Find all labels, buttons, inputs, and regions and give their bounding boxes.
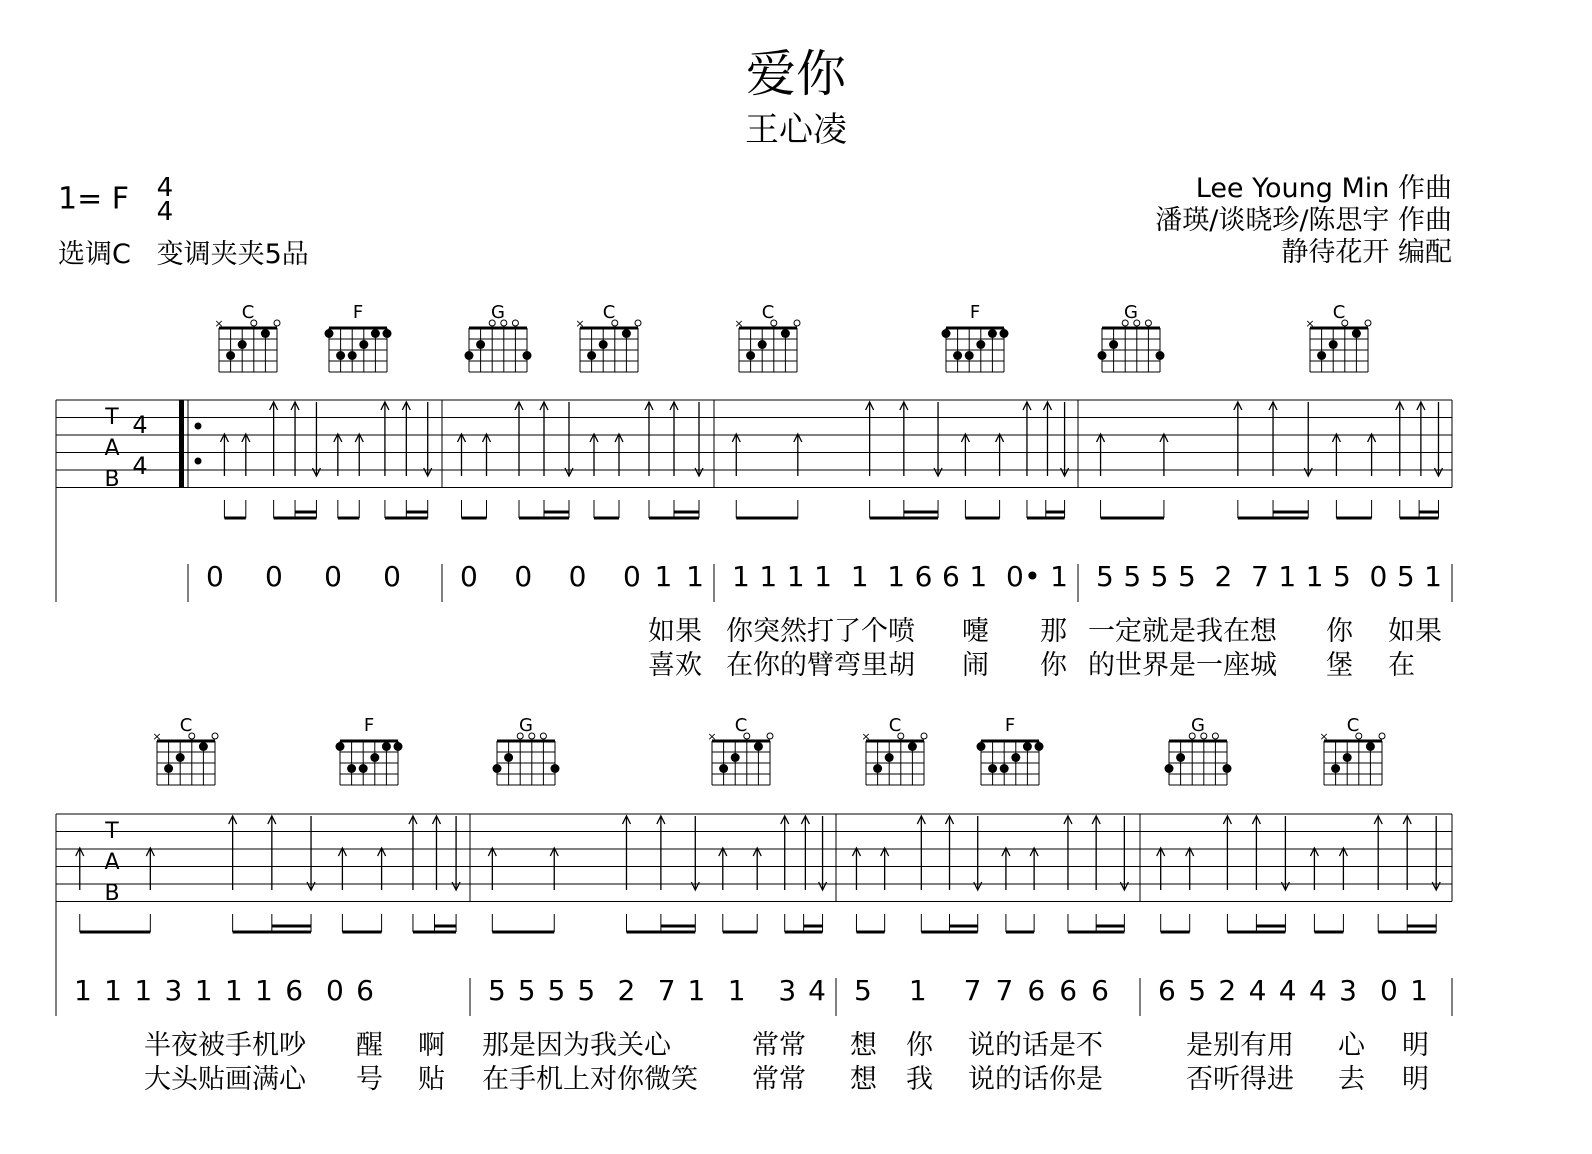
- lyric-line-1: 明: [1402, 1030, 1429, 1061]
- chord-name: F: [363, 715, 375, 736]
- chord-dot: [325, 329, 334, 338]
- chord-dot: [348, 351, 357, 360]
- time-bottom: 4: [156, 197, 174, 227]
- chord-dot: [1035, 742, 1044, 751]
- jianpu-notes: 5 5 5 5 2 7 1 1 5 0 5 1: [1096, 560, 1442, 593]
- chord-dot: [394, 742, 403, 751]
- open-string-marker: [274, 320, 280, 326]
- tab-time-bottom: 4: [132, 452, 148, 480]
- lyric-line-2: 我: [906, 1064, 933, 1095]
- chord-dot: [382, 742, 391, 751]
- open-string-marker: [1145, 320, 1151, 326]
- open-string-marker: [794, 320, 800, 326]
- chord-name: G: [519, 715, 533, 736]
- chord-dot: [226, 351, 235, 360]
- chord-dot: [976, 340, 985, 349]
- repeat-dot: [195, 423, 202, 430]
- chord-dot: [1011, 753, 1020, 762]
- chord-diagram-c: [575, 302, 641, 372]
- chord-name: C: [602, 302, 616, 323]
- lyric-line-2: 闹: [962, 650, 989, 681]
- repeat-barline-thick: [179, 400, 184, 488]
- chord-dot: [383, 329, 392, 338]
- chord-dot: [719, 764, 728, 773]
- chord-dot: [493, 764, 502, 773]
- chord-diagram-f: [977, 715, 1044, 785]
- lyric-line-1: 你: [1326, 616, 1353, 647]
- jianpu-notes: 6 5 2 4 4 4 3 0 1: [1158, 974, 1428, 1007]
- tab-clef-letter: T: [105, 405, 119, 430]
- chord-dot: [261, 329, 270, 338]
- lyric-line-1: 嚏: [962, 616, 989, 647]
- chord-dot: [1317, 351, 1326, 360]
- muted-string-marker: ×: [1319, 730, 1329, 743]
- chord-name: C: [1332, 302, 1346, 323]
- chord-name: C: [1346, 715, 1360, 736]
- chord-dot: [370, 753, 379, 762]
- lyric-line-2: 大头贴画满心: [144, 1064, 306, 1095]
- chord-dot: [1331, 764, 1340, 773]
- system-1: [56, 302, 1452, 681]
- chord-dot: [523, 351, 532, 360]
- chord-dot: [587, 351, 596, 360]
- chord-dot: [781, 329, 790, 338]
- lyric-line-2: 在: [1388, 650, 1415, 681]
- chord-dot: [1023, 742, 1032, 751]
- lyric-line-1: 心: [1338, 1030, 1365, 1061]
- lyric-line-2: 明: [1402, 1064, 1429, 1095]
- lyric-line-1: 你: [906, 1030, 933, 1061]
- chord-diagram-f: [942, 302, 1009, 372]
- muted-string-marker: ×: [861, 730, 871, 743]
- lyric-line-2: 你: [1040, 650, 1067, 681]
- chord-dot: [476, 340, 485, 349]
- tab-clef-letter: A: [104, 850, 120, 875]
- chord-dot: [465, 351, 474, 360]
- lyric-line-2: 喜欢: [648, 650, 702, 681]
- capo-info: 选调C 变调夹夹5品: [58, 239, 309, 270]
- lyric-line-1: 想: [850, 1030, 877, 1061]
- chord-dot: [873, 764, 882, 773]
- chord-dot: [1176, 753, 1185, 762]
- chord-diagram-c: [1305, 302, 1371, 372]
- jianpu-notes: 5 1 7 7 6 6 6: [854, 974, 1109, 1007]
- tab-time-top: 4: [132, 411, 148, 439]
- lyric-line-2: 贴: [418, 1064, 445, 1095]
- muted-string-marker: ×: [575, 317, 585, 330]
- chord-dot: [359, 340, 368, 349]
- chord-name: C: [241, 302, 255, 323]
- lyric-line-1: 说的话是不: [968, 1030, 1103, 1061]
- jianpu-notes: 0 0 0 0: [206, 560, 401, 593]
- chord-name: F: [1004, 715, 1016, 736]
- chord-dot: [238, 340, 247, 349]
- chord-diagram-g: [1098, 302, 1165, 372]
- open-string-marker: [635, 320, 641, 326]
- chord-dot: [1000, 764, 1009, 773]
- open-string-marker: [212, 733, 218, 739]
- muted-string-marker: ×: [707, 730, 717, 743]
- lyric-line-1: 如果: [648, 616, 702, 647]
- lyric-line-1: 醒: [356, 1030, 383, 1061]
- jianpu-notes: 0 0 0 0 1 1: [460, 560, 704, 593]
- jianpu-notes: 5 5 5 5 2 7 1 1 3 4: [488, 974, 826, 1007]
- open-string-marker: [540, 733, 546, 739]
- credit-composer: Lee Young Min 作曲: [1195, 173, 1452, 204]
- chord-name: G: [1191, 715, 1205, 736]
- open-string-marker: [921, 733, 927, 739]
- chord-dot: [199, 742, 208, 751]
- chord-dot: [336, 742, 345, 751]
- chord-dot: [1352, 329, 1361, 338]
- chord-dot: [1098, 351, 1107, 360]
- chord-dot: [1343, 753, 1352, 762]
- tab-clef-letter: B: [104, 881, 120, 906]
- chord-diagram-c: [1319, 715, 1385, 785]
- jianpu-notes: 1 1 1 3 1 1 1 6 0 6: [74, 974, 374, 1007]
- chord-dot: [988, 329, 997, 338]
- key-label: 1= F: [58, 181, 130, 217]
- chord-dot: [754, 742, 763, 751]
- chord-name: F: [969, 302, 981, 323]
- chord-diagram-c: [152, 715, 218, 785]
- chord-diagram-c: [734, 302, 800, 372]
- chord-dot: [371, 329, 380, 338]
- tab-clef-letter: B: [104, 467, 120, 492]
- chord-name: C: [761, 302, 775, 323]
- chord-dot: [746, 351, 755, 360]
- chord-dot: [758, 340, 767, 349]
- tab-clef-letter: T: [105, 819, 119, 844]
- chord-dot: [1223, 764, 1232, 773]
- chord-diagram-f: [336, 715, 403, 785]
- chord-name: G: [491, 302, 505, 323]
- chord-dot: [1000, 329, 1009, 338]
- open-string-marker: [1212, 733, 1218, 739]
- lyric-line-1: 一定就是我在想: [1088, 616, 1277, 647]
- credit-lyricist: 潘瑛/谈晓珍/陈思宇 作曲: [1155, 205, 1452, 236]
- chord-dot: [965, 351, 974, 360]
- lyric-line-2: 说的话你是: [968, 1064, 1103, 1095]
- chord-dot: [1366, 742, 1375, 751]
- chord-diagram-f: [325, 302, 392, 372]
- muted-string-marker: ×: [152, 730, 162, 743]
- chord-diagram-g: [465, 302, 532, 372]
- lyric-line-1: 那是因为我关心: [482, 1030, 671, 1061]
- muted-string-marker: ×: [214, 317, 224, 330]
- lyric-line-1: 常常: [752, 1030, 806, 1061]
- chord-dot: [599, 340, 608, 349]
- lyric-line-1: 啊: [418, 1030, 445, 1061]
- chord-dot: [977, 742, 986, 751]
- lyric-line-2: 号: [356, 1064, 383, 1095]
- lyric-line-2: 去: [1338, 1064, 1365, 1095]
- credit-arranger: 静待花开 编配: [1281, 237, 1452, 268]
- chord-diagram-c: [707, 715, 773, 785]
- chord-diagram-c: [861, 715, 927, 785]
- chord-dot: [164, 764, 173, 773]
- chord-dot: [988, 764, 997, 773]
- chord-dot: [1165, 764, 1174, 773]
- chord-dot: [176, 753, 185, 762]
- chord-dot: [1156, 351, 1165, 360]
- chord-name: C: [888, 715, 902, 736]
- lyric-line-2: 在你的臂弯里胡: [726, 650, 915, 681]
- chord-dot: [359, 764, 368, 773]
- lyric-line-2: 在手机上对你微笑: [482, 1064, 698, 1095]
- open-string-marker: [1379, 733, 1385, 739]
- chord-dot: [336, 351, 345, 360]
- lyric-line-2: 常常: [752, 1064, 806, 1095]
- lyric-line-1: 半夜被手机吵: [144, 1030, 306, 1061]
- chord-dot: [942, 329, 951, 338]
- chord-name: C: [734, 715, 748, 736]
- chord-diagram-c: [214, 302, 280, 372]
- lyric-line-2: 否听得进: [1186, 1064, 1294, 1095]
- lyric-line-1: 如果: [1388, 616, 1442, 647]
- chord-dot: [953, 351, 962, 360]
- chord-dot: [504, 753, 513, 762]
- chord-dot: [885, 753, 894, 762]
- chord-dot: [1329, 340, 1338, 349]
- chord-dot: [908, 742, 917, 751]
- chord-dot: [347, 764, 356, 773]
- lyric-line-2: 堡: [1326, 650, 1353, 681]
- system-2: [56, 715, 1452, 1095]
- chord-dot: [622, 329, 631, 338]
- chord-dot: [551, 764, 560, 773]
- time-top: 4: [156, 173, 174, 203]
- song-title: 爱你: [746, 45, 846, 103]
- chord-name: F: [352, 302, 364, 323]
- lyric-line-1: 是别有用: [1186, 1030, 1294, 1061]
- chord-diagram-g: [1165, 715, 1232, 785]
- lyric-line-1: 那: [1040, 616, 1067, 647]
- artist-name: 王心凌: [745, 110, 847, 150]
- repeat-dot: [195, 458, 202, 465]
- chord-name: C: [179, 715, 193, 736]
- open-string-marker: [767, 733, 773, 739]
- chord-dot: [731, 753, 740, 762]
- muted-string-marker: ×: [734, 317, 744, 330]
- lyric-line-2: 想: [850, 1064, 877, 1095]
- muted-string-marker: ×: [1305, 317, 1315, 330]
- open-string-marker: [512, 320, 518, 326]
- lyric-line-1: 你突然打了个喷: [726, 616, 915, 647]
- jianpu-notes: 1 1 1 1 1 1 6 6 1 0• 1: [732, 560, 1068, 593]
- chord-name: G: [1124, 302, 1138, 323]
- chord-dot: [1109, 340, 1118, 349]
- chord-diagram-g: [493, 715, 560, 785]
- tab-clef-letter: A: [104, 436, 120, 461]
- lyric-line-2: 的世界是一座城: [1088, 650, 1277, 681]
- open-string-marker: [1365, 320, 1371, 326]
